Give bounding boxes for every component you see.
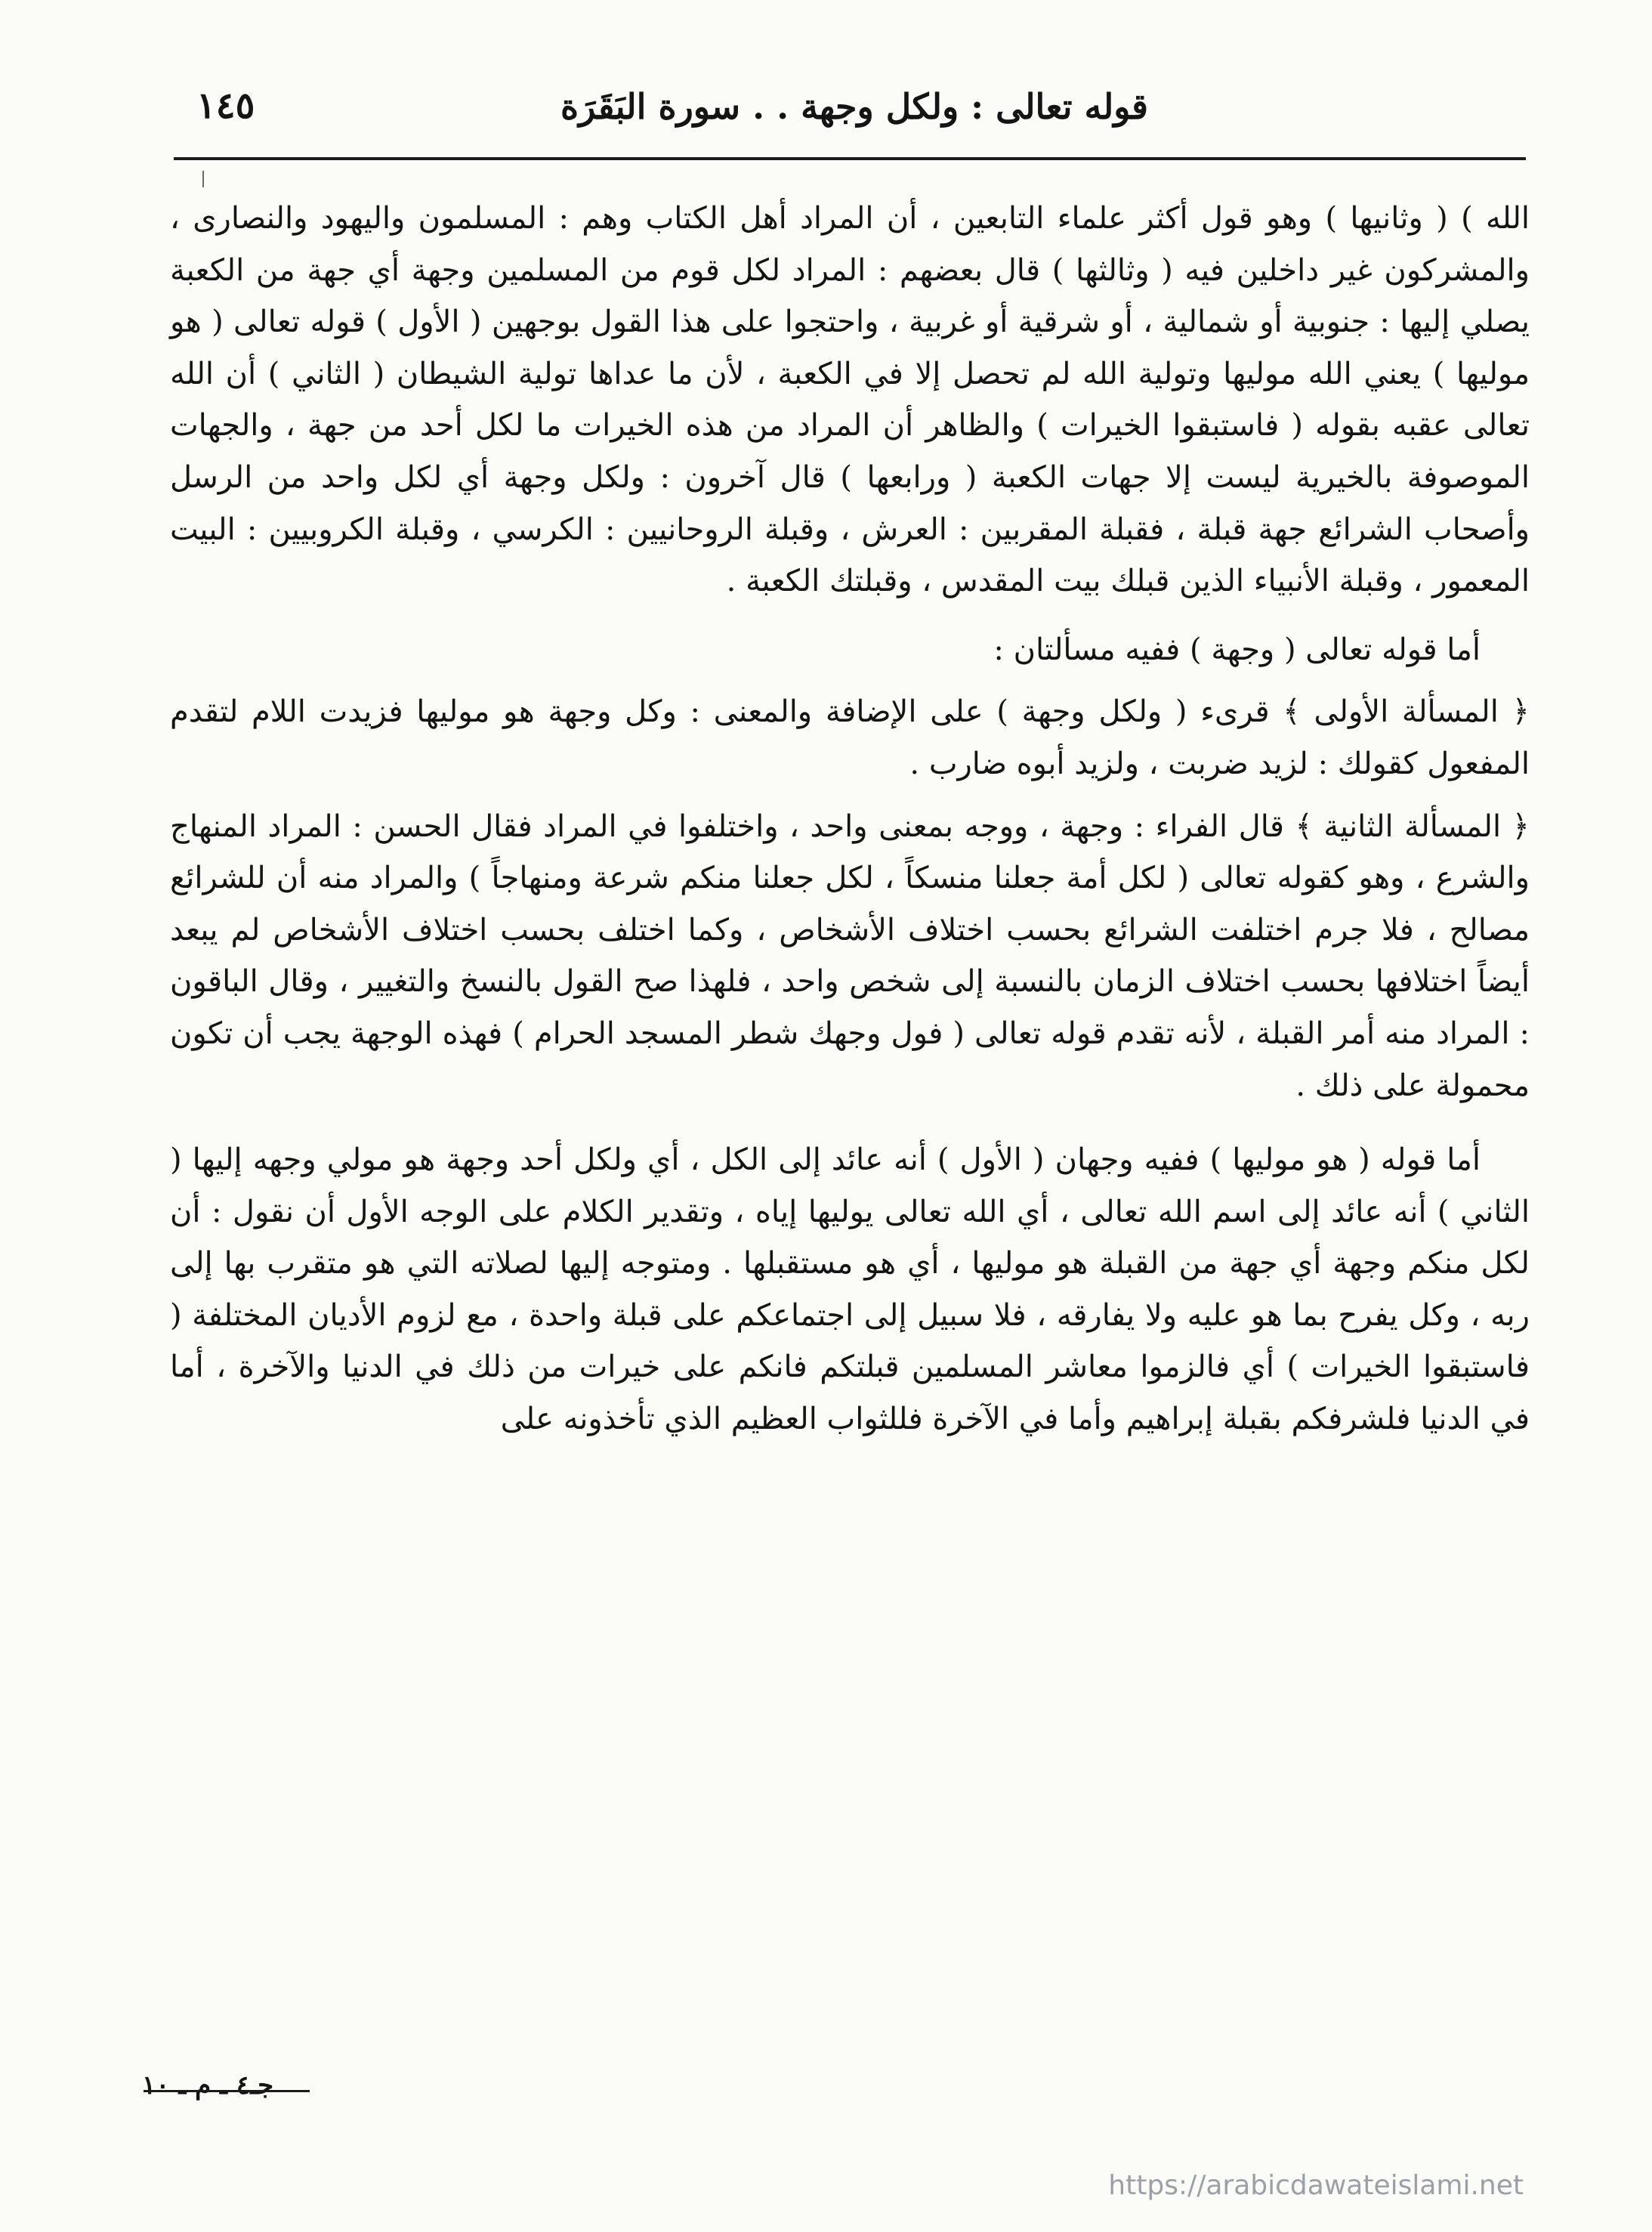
paragraph-wajha-intro: أما قوله تعالى ( وجهة ) ففيه مسألتان :: [993, 632, 1481, 667]
paragraph-opinions: الله ) ( وثانيها ) وهو قول أكثر علماء التابعين ، أن المراد أهل الكتاب وهم : المسلمون واليهود والنصارى ، والمشركون غير داخلين فيه ( وثالثها ) قال بعضهم : المراد لكل قوم من المسلمين وجهة أي جهة من الكعبة يصلي إليها : جنوبية أو شمالية ، أو شرقية أو غربية ، واحتجوا على هذا القول بوجهين ( الأول ) قوله تعالى ( هو موليها ) يعني الله موليها وتولية الله لم تحصل إلا في الكعبة ، لأن ما عداها تولية الشيطان ( الثاني ) أن الله تعالى عقبه بقوله ( فاستبقوا الخيرات ) والظاهر أن المراد من هذه الخيرات ما لكل أحد من جهة ، والجهات الموصوفة بالخيرية ليست إلا جهات الكعبة ( ورابعها ) قال آخرون : ولكل وجهة أي لكل واحد من الرسل وأصحاب الشرائع جهة قبلة ، فقبلة المقربين : العرش ، وقبلة الروحانيين : الكرسي ، وقبلة الكروبيين : البيت المعمور ، وقبلة الأنبياء الذين قبلك بيت المقدس ، وقبلتك الكعبة .: [170, 201, 1530, 599]
paragraph-second-issue: ﴿ المسألة الثانية ﴾ قال الفراء : وجهة ، ووجه بمعنى واحد ، واختلفوا في المراد فقال الحسن : المراد المنهاج والشرع ، وهو كقوله تعالى ( لكل أمة جعلنا منسكاً ، لكل جعلنا منكم شرعة ومنهاجاً ) والمراد منه أن للشرائع مصالح ، فلا جرم اختلفت الشرائع بحسب اختلاف الأشخاص ، وكما اختلف بحسب اختلاف الأشخاص لم يبعد أيضاً اختلافها بحسب اختلاف الزمان بالنسبة إلى شخص واحد ، فلهذا صح القول بالنسخ والتغيير ، وقال الباقون : المراد منه أمر القبلة ، لأنه تقدم قوله تعالى ( فول وجهك شطر المسجد الحرام ) فهذه الوجهة يجب أن تكون محمولة على ذلك .: [170, 808, 1530, 1103]
page-number: ١٤٥: [196, 85, 255, 127]
watermark-url: https://arabicdawateislami.net: [1108, 2170, 1524, 2201]
paragraph-first-issue: ﴿ المسألة الأولى ﴾ قرىء ( ولكل وجهة ) على الإضافة والمعنى : وكل وجهة هو موليها فزيدت اللام لتقدم المفعول كقولك : لزيد ضربت ، ولزيد أبوه ضارب .: [170, 694, 1530, 781]
page-header: [174, 76, 1526, 144]
header-rule: [174, 157, 1526, 160]
body-text: [170, 193, 1530, 1445]
paragraph-huwa-muwalliha: أما قوله ( هو موليها ) ففيه وجهان ( الأول ) أنه عائد إلى الكل ، أي ولكل أحد وجهة هو مولي وجهه إليها ( الثاني ) أنه عائد إلى اسم الله تعالى ، أي الله تعالى يوليها إياه ، وتقدير الكلام على الوجه الأول أن نقول : أن لكل منكم وجهة أي جهة من القبلة هو موليها ، أي هو مستقبلها . ومتوجه إليها لصلاته التي هو متقرب بها إلى ربه ، وكل يفرح بما هو عليه ولا يفارقه ، فلا سبيل إلى اجتماعكم على قبلة واحدة ، مع لزوم الأديان المختلفة ( فاستبقوا الخيرات ) أي فالزموا معاشر المسلمين قبلتكم فانكم على خيرات من ذلك في الدنيا والآخرة ، أما في الدنيا فلشرفكم بقبلة إبراهيم وأما في الآخرة فللثواب العظيم الذي تأخذونه على: [170, 1142, 1530, 1437]
scan-mark: [202, 171, 204, 187]
signature-mark: جـ٤ ـ م ـ ١٠: [142, 2070, 274, 2101]
signature-rule: [144, 2090, 310, 2092]
running-title: قوله تعالى : ولكل وجهة . . سورة البَقَرَة: [560, 86, 1148, 127]
